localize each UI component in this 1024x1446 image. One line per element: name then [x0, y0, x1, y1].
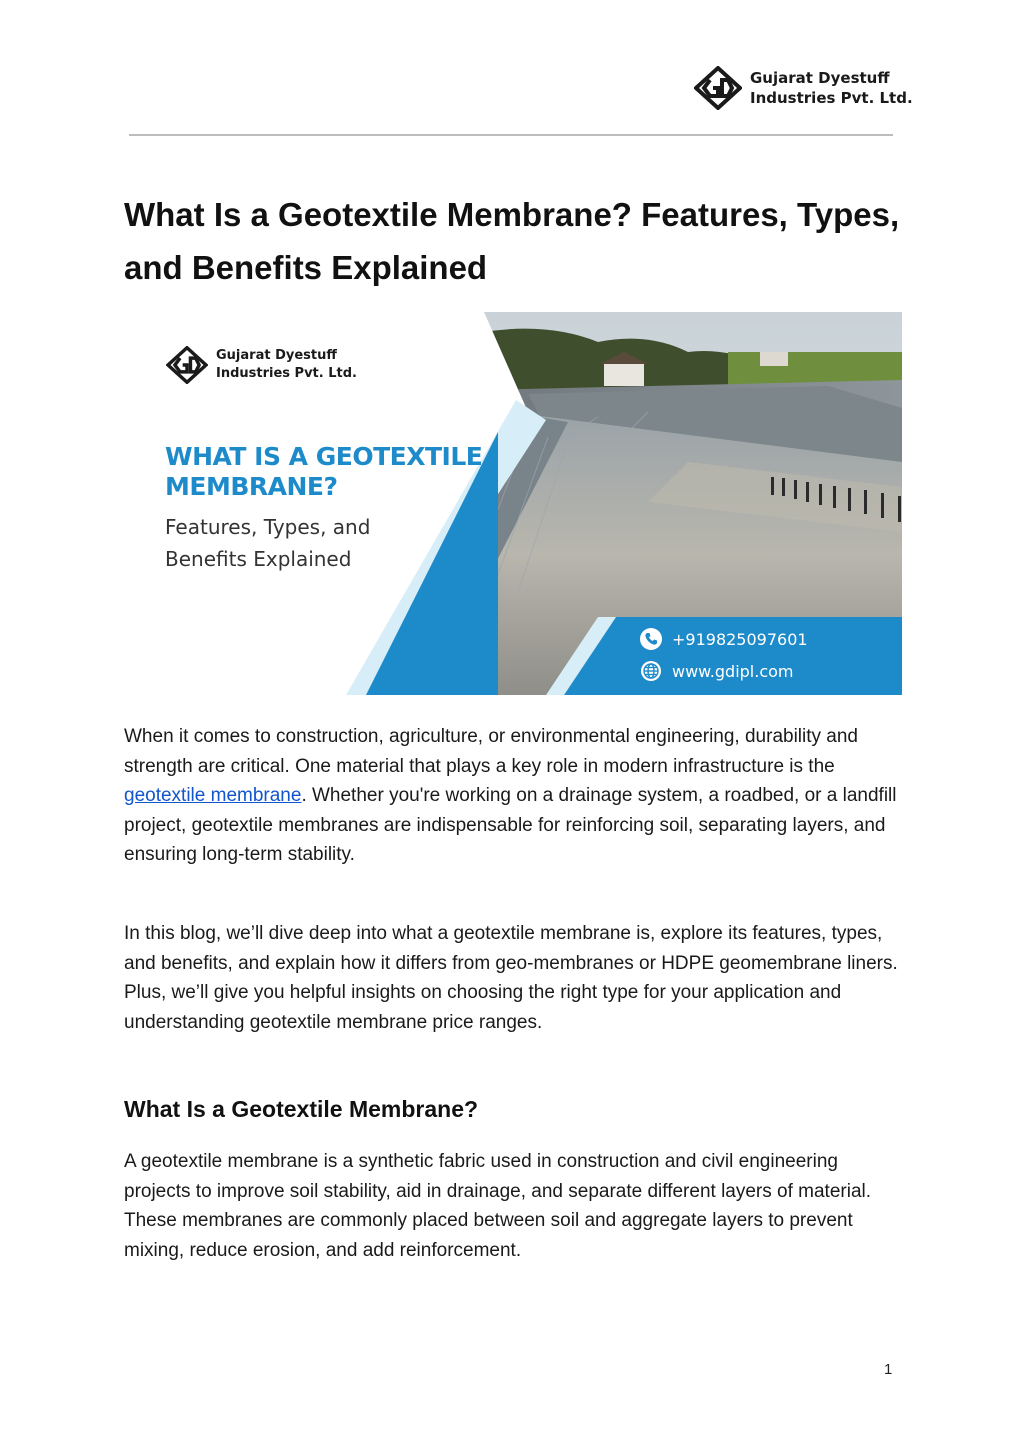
geotextile-membrane-link[interactable]: geotextile membrane [124, 785, 302, 806]
intro-paragraph-2: In this blog, we’ll dive deep into what a geotextile membrane is, explore its features, types, and benefits, and explain how it differs from geo-membranes or HDPE geomembrane liners. Plus, we’ll give you helpful insights on choosing the right type for your application and understanding geotextile membrane price ranges. [124, 923, 898, 1033]
banner-company-line1: Gujarat Dyestuff [216, 348, 337, 363]
banner-phone [640, 628, 808, 650]
banner-heading-line1: WHAT IS A GEOTEXTILE [165, 442, 483, 471]
banner-phone-number: +919825097601 [672, 629, 808, 649]
section-paragraph-1: A geotextile membrane is a synthetic fabric used in construction and civil engineering projects to improve soil stability, aid in drainage, and separate different layers of material. These membranes are commonly placed between soil and aggregate layers to prevent mixing, reduce erosion, and add reinforcement. [124, 1151, 872, 1261]
page-number: 1 [884, 1361, 893, 1378]
intro-paragraph-1 [124, 722, 904, 870]
banner-sub-line1: Features, Types, and [165, 515, 371, 539]
banner-company-line2: Industries Pvt. Ltd. [216, 366, 357, 381]
globe-icon [640, 660, 662, 682]
company-logo-icon [166, 346, 208, 384]
banner-website [640, 660, 794, 682]
banner-logo [166, 346, 357, 384]
company-name [750, 68, 913, 108]
header-divider [129, 134, 893, 136]
banner-website-url: www.gdipl.com [672, 661, 794, 681]
banner-heading [165, 442, 482, 502]
intro-p1-after-link: . Whether you're working on a drainage system, a roadbed, or a landfill project, geotextile membranes are indispensable for reinforcing soil, separating layers, and ensuring long-term stability. [124, 785, 897, 865]
section-heading: What Is a Geotextile Membrane? [124, 1096, 479, 1122]
banner-sub-line2: Benefits Explained [165, 547, 352, 571]
page-title: What Is a Geotextile Membrane? Features, Types, and Benefits Explained [124, 196, 900, 286]
phone-icon [640, 628, 662, 650]
company-logo-icon [694, 66, 742, 110]
intro-p1-before-link: When it comes to construction, agriculture, or environmental engineering, durability and strength are critical. One material that plays a key role in modern infrastructure is the [124, 726, 858, 777]
banner-subheading [165, 511, 370, 575]
banner-heading-line2: MEMBRANE? [165, 472, 338, 501]
banner-image [128, 312, 902, 695]
company-name-line2: Industries Pvt. Ltd. [750, 89, 913, 107]
company-name-line1: Gujarat Dyestuff [750, 69, 890, 87]
banner-company-name [216, 347, 357, 383]
header-logo [694, 66, 913, 110]
